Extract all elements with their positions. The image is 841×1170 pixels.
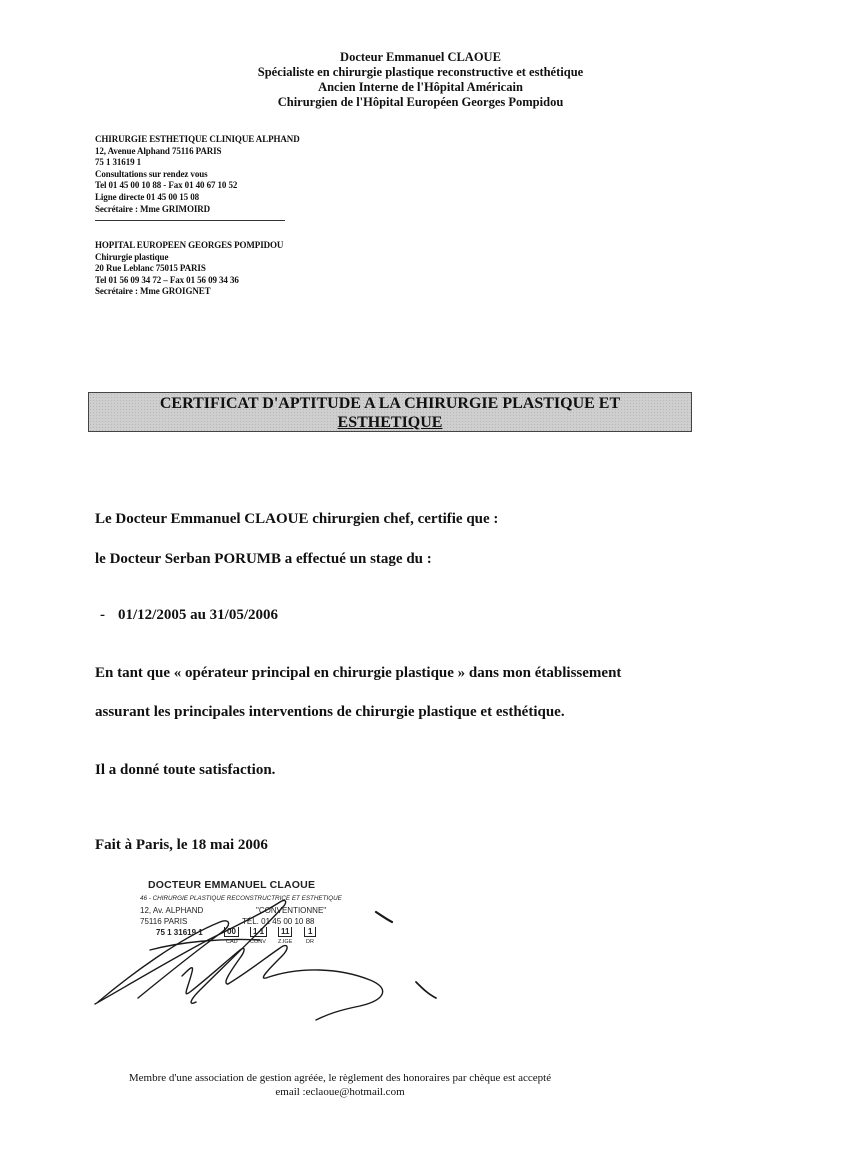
stamp-specialty: 46 - CHIRURGIE PLASTIQUE RECONSTRUCTRICE ET ESTHETIQUE xyxy=(140,895,342,902)
hospital-address-block xyxy=(95,240,283,298)
stamp-convention: "CONVENTIONNE" xyxy=(256,906,327,915)
hospital-department: Chirurgie plastique xyxy=(95,251,169,262)
clinic-direct-line: Ligne directe 01 45 00 15 08 xyxy=(95,191,200,202)
hospital-name: HOPITAL EUROPEEN GEORGES POMPIDOU xyxy=(95,240,284,250)
doctor-former-intern: Ancien Interne de l'Hôpital Américain xyxy=(318,80,523,94)
clinic-address-block xyxy=(95,134,300,215)
stamp-box-dr: 1 xyxy=(304,927,316,937)
doctor-specialty: Spécialiste en chirurgie plastique reconstructive et esthétique xyxy=(257,65,584,79)
role-statement-continued: assurant les principales interventions de chirurgie plastique et esthétique. xyxy=(95,704,565,720)
hospital-phone: Tel 01 56 09 34 72 – Fax 01 56 09 34 36 xyxy=(95,274,239,285)
hospital-secretary: Secrétaire : Mme GROIGNET xyxy=(95,286,211,297)
stamp-box-cad: 00 xyxy=(224,927,239,937)
clinic-name: CHIRURGIE ESTHETIQUE CLINIQUE ALPHAND xyxy=(95,134,300,144)
stamp-code: 75 1 31619 1 xyxy=(156,928,203,937)
stamp-phone: TÉL. 01 45 00 10 88 xyxy=(242,917,315,926)
doctor-surgeon-at: Chirurgien de l'Hôpital Européen Georges Pompidou xyxy=(277,95,564,109)
clinic-address: 12, Avenue Alphand 75116 PARIS xyxy=(95,145,222,156)
handwritten-signature xyxy=(90,880,450,1040)
internship-statement: le Docteur Serban PORUMB a effectué un stage du : xyxy=(95,551,432,567)
clinic-phone: Tel 01 45 00 10 88 - Fax 01 40 67 10 52 xyxy=(95,180,238,191)
letterhead xyxy=(0,50,841,110)
clinic-secretary: Secrétaire : Mme GRIMOIRD xyxy=(95,203,211,214)
stamp-city: 75116 PARIS xyxy=(140,917,188,926)
certificate-title-line1: CERTIFICAT D'APTITUDE A LA CHIRURGIE PLASTIQUE ET xyxy=(159,395,621,412)
footer-association-note: Membre d'une association de gestion agréée, le règlement des honoraires par chèque est accepté xyxy=(128,1072,552,1084)
stamp-address: 12, Av. ALPHAND xyxy=(140,906,204,915)
stamp-doctor-name: DOCTEUR EMMANUEL CLAOUE xyxy=(148,879,316,891)
stamp-box-zige: 11 xyxy=(278,927,292,937)
clinic-consultations: Consultations sur rendez vous xyxy=(95,168,208,179)
certify-statement: Le Docteur Emmanuel CLAOUE chirurgien chef, certifie que : xyxy=(95,511,499,527)
certificate-title-line2: ESTHETIQUE xyxy=(337,414,443,431)
place-and-date: Fait à Paris, le 18 mai 2006 xyxy=(95,837,268,853)
stamp-label-zige: Z.IGE xyxy=(278,939,293,945)
stamp-label-cad: CAD xyxy=(226,939,238,945)
certificate-title-box xyxy=(88,392,692,432)
satisfaction-statement: Il a donné toute satisfaction. xyxy=(95,762,276,778)
role-statement: En tant que « opérateur principal en chirurgie plastique » dans mon établissement xyxy=(95,665,622,681)
date-bullet: - xyxy=(100,607,105,623)
stamp-box-conv: 1 1 xyxy=(250,927,267,937)
separator-line xyxy=(95,220,285,221)
stamp-label-conv: CONV xyxy=(250,939,266,945)
internship-dates: 01/12/2005 au 31/05/2006 xyxy=(118,607,279,623)
footer xyxy=(0,1071,680,1099)
hospital-address: 20 Rue Leblanc 75015 PARIS xyxy=(95,263,206,274)
footer-email: email :eclaoue@hotmail.com xyxy=(275,1086,405,1098)
doctor-name: Docteur Emmanuel CLAOUE xyxy=(340,50,501,64)
stamp-label-dr: DR xyxy=(306,939,314,945)
clinic-code: 75 1 31619 1 xyxy=(95,157,142,168)
